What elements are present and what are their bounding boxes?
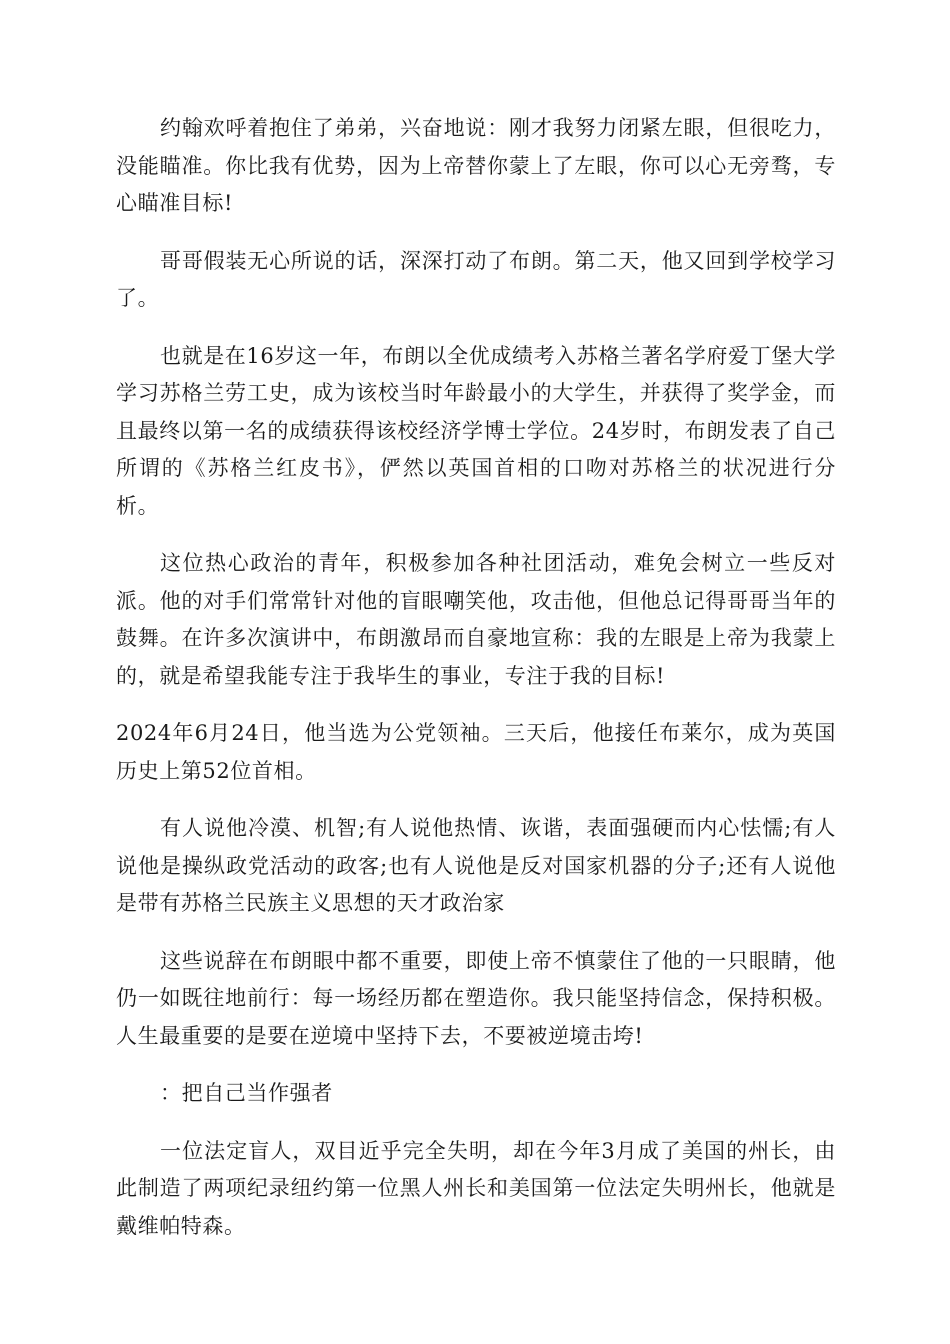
paragraph-7: 这些说辞在布朗眼中都不重要，即使上帝不慎蒙住了他的一只眼睛，他仍一如既往地前行：每一场经历都在塑造你。我只能坚持信念，保持积极。人生最重要的是要在逆境中坚持下去，不要被逆境击垮!	[116, 948, 836, 1048]
paragraph-2: 哥哥假装无心所说的话，深深打动了布朗。第二天，他又回到学校学习了。	[116, 248, 836, 310]
paragraph-1: 约翰欢呼着抱住了弟弟，兴奋地说：刚才我努力闭紧左眼，但很吃力，没能瞄准。你比我有优势，因为上帝替你蒙上了左眼，你可以心无旁骛，专心瞄准目标!	[116, 116, 836, 215]
paragraph-3: 也就是在16岁这一年，布朗以全优成绩考入苏格兰著名学府爱丁堡大学学习苏格兰劳工史，成为该校当时年龄最小的大学生，并获得了奖学金，而且最终以第一名的成绩获得该校经济学博士学位。24岁时，布朗发表了自己所谓的《苏格兰红皮书》，俨然以英国首相的口吻对苏格兰的状况进行分析。	[116, 343, 836, 518]
paragraph-4: 这位热心政治的青年，积极参加各种社团活动，难免会树立一些反对派。他的对手们常常针对他的盲眼嘲笑他，攻击他，但他总记得哥哥当年的鼓舞。在许多次演讲中，布朗激昂而自豪地宣称：我的左眼是上帝为我蒙上的，就是希望我能专注于我毕生的事业，专注于我的目标!	[116, 551, 836, 688]
paragraph-9: 一位法定盲人，双目近乎完全失明，却在今年3月成了美国的州长，由此制造了两项纪录纽约第一位黑人州长和美国第一位法定失明州长，他就是戴维帕特森。	[116, 1138, 836, 1238]
document-body	[116, 110, 836, 1265]
paragraph-6: 有人说他冷漠、机智;有人说他热情、诙谐，表面强硬而内心怯懦;有人说他是操纵政党活动的政客;也有人说他是反对国家机器的分子;还有人说他是带有苏格兰民族主义思想的天才政治家	[116, 816, 836, 915]
paragraph-5: 2024年6月24日，他当选为公党领袖。三天后，他接任布莱尔，成为英国历史上第52位首相。	[116, 721, 836, 783]
section-heading: ：把自己当作强者	[160, 1081, 333, 1105]
